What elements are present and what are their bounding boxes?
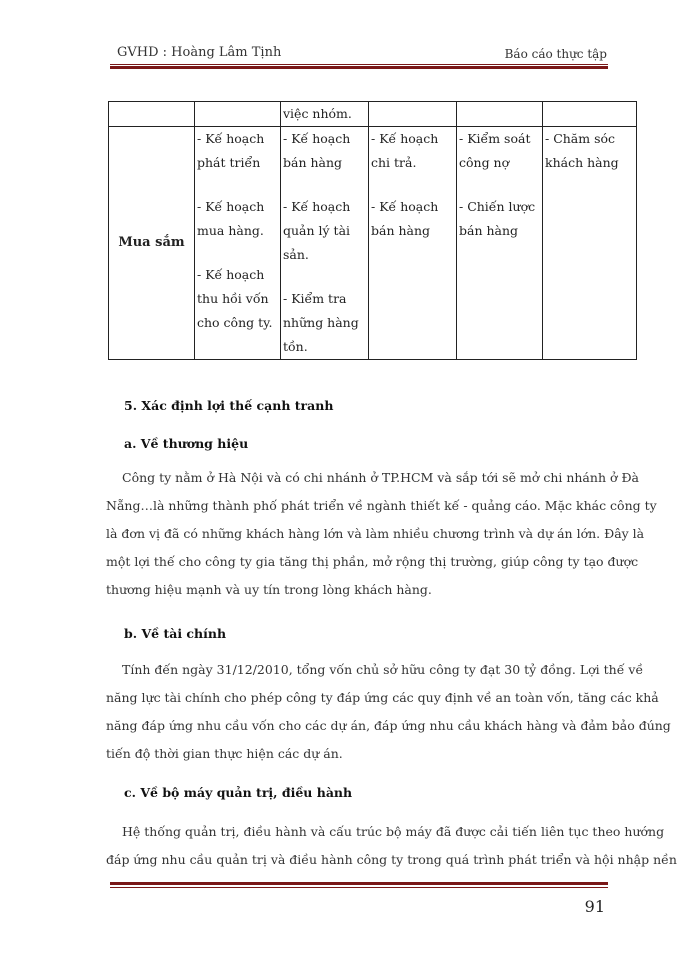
table-cell: - Kế hoạch bán hàng - Kế hoạch quản lý tài sản. - Kiểm tra những hàng tồn.	[281, 127, 369, 360]
section-heading: 5. Xác định lợi thế cạnh tranh	[124, 398, 334, 413]
table-cell: - Kế hoạch chi trả. - Kế hoạch bán hàng	[369, 127, 457, 360]
table-cell: - Kiểm soát công nợ - Chiến lược bán hàng	[457, 127, 543, 360]
table-cell: - Kế hoạch phát triển - Kế hoạch mua hàng. - Kế hoạch thu hồi vốn cho công ty.	[195, 127, 281, 360]
header-report-title: Báo cáo thực tập	[504, 47, 607, 61]
table-cell-text: việc nhóm.	[283, 106, 352, 121]
subsection-heading-finance: b. Về tài chính	[124, 626, 227, 641]
table-cell	[457, 102, 543, 127]
table-cell	[109, 102, 195, 127]
paragraph-management: Hệ thống quản trị, điều hành và cấu trúc bộ máy đã được cải tiến liên tục theo hướng đáp ứng nhu cầu quản trị và điều hành công ty trong quá trình phát triển và hội nhập nền	[106, 824, 677, 867]
footer-rule-thin	[110, 887, 608, 888]
footer-rule-thick	[110, 882, 608, 885]
table-cell: - Chăm sóc khách hàng	[543, 127, 637, 360]
table-cell	[369, 102, 457, 127]
row-label-mua-sam: Mua sắm	[109, 127, 195, 360]
header-advisor: GVHD : Hoàng Lâm Tịnh	[117, 45, 282, 60]
paragraph-brand: Công ty nằm ở Hà Nội và có chi nhánh ở TP.HCM và sắp tới sẽ mở chi nhánh ở Đà Nẵng…là những thành phố phát triển về ngành thiết kế - quảng cáo. Mặc khác công ty là đơn vị đã có những khách hàng lớn và làm nhiều chương trình và dự án lớn. Đây là một lợi thế cho công ty gia tăng thị phần, mở rộng thị trường, giúp công ty tạo được thương hiệu mạnh và uy tín trong lòng khách hàng.	[106, 470, 657, 597]
table-cell	[281, 102, 369, 127]
paragraph-finance: Tính đến ngày 31/12/2010, tổng vốn chủ sở hữu công ty đạt 30 tỷ đồng. Lợi thế về năng lực tài chính cho phép công ty đáp ứng các quy định về an toàn vốn, tăng các khả năng đáp ứng nhu cầu vốn cho các dự án, đáp ứng nhu cầu khách hàng và đảm bảo đúng tiến độ thời gian thực hiện các dự án.	[106, 662, 671, 761]
header-rule-thin	[110, 64, 608, 65]
planning-table	[108, 101, 637, 360]
table-row	[109, 127, 637, 360]
subsection-heading-brand: a. Về thương hiệu	[124, 436, 249, 451]
table-cell	[543, 102, 637, 127]
header-rule-thick	[110, 66, 608, 69]
table-cell	[195, 102, 281, 127]
subsection-heading-management: c. Về bộ máy quản trị, điều hành	[124, 785, 353, 800]
table-row	[109, 102, 637, 127]
page-number: 91	[584, 897, 605, 916]
